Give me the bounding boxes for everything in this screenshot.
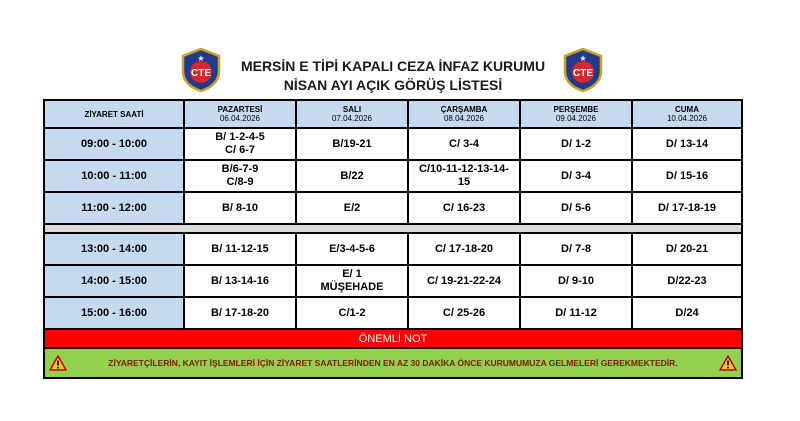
- schedule-cell: E/3-4-5-6: [296, 233, 408, 265]
- day-name: ÇARŞAMBA: [440, 105, 488, 114]
- svg-text:★: ★: [197, 54, 205, 63]
- day-header-monday: [184, 100, 296, 128]
- day-header-thursday: [520, 100, 632, 128]
- important-note-row: [44, 329, 742, 348]
- svg-text:CTE: CTE: [191, 68, 211, 79]
- warning-row: [44, 348, 742, 378]
- time-slot: 10:00 - 11:00: [44, 160, 184, 192]
- time-slot: 11:00 - 12:00: [44, 192, 184, 224]
- schedule-cell: B/ 13-14-16: [184, 265, 296, 297]
- warning-triangle-icon: [49, 355, 67, 371]
- day-date: 08.04.2026: [443, 114, 485, 123]
- day-name: PAZARTESİ: [217, 105, 263, 114]
- svg-text:★: ★: [579, 54, 587, 63]
- table-row: [44, 192, 742, 224]
- schedule-cell: D/ 1-2: [520, 128, 632, 160]
- schedule-cell: D/ 7-8: [520, 233, 632, 265]
- schedule-cell: D/22-23: [632, 265, 742, 297]
- cte-emblem-logo-left: [178, 47, 224, 93]
- schedule-cell: B/ 8-10: [184, 192, 296, 224]
- schedule-cell: C/ 19-21-22-24: [408, 265, 520, 297]
- day-date: 09.04.2026: [555, 114, 597, 123]
- institution-title: MERSİN E TİPİ KAPALI CEZA İNFAZ KURUMU: [240, 58, 546, 74]
- time-slot: 09:00 - 10:00: [44, 128, 184, 160]
- day-date: 07.04.2026: [331, 114, 373, 123]
- schedule-cell: C/ 25-26: [408, 297, 520, 329]
- schedule-cell: B/6-7-9 C/8-9: [184, 160, 296, 192]
- table-row: [44, 297, 742, 329]
- schedule-cell: B/19-21: [296, 128, 408, 160]
- day-date: 06.04.2026: [219, 114, 261, 123]
- schedule-cell: D/ 5-6: [520, 192, 632, 224]
- schedule-cell: D/ 9-10: [520, 265, 632, 297]
- table-row: [44, 233, 742, 265]
- important-note-title: ÖNEMLİ NOT: [44, 329, 742, 348]
- table-row: [44, 128, 742, 160]
- schedule-cell: D/ 20-21: [632, 233, 742, 265]
- day-header-wednesday: [408, 100, 520, 128]
- table-row: [44, 160, 742, 192]
- lunch-break-separator: [44, 224, 742, 233]
- visit-schedule-table: [43, 99, 743, 379]
- schedule-cell: C/ 17-18-20: [408, 233, 520, 265]
- schedule-cell: C/10-11-12-13-14- 15: [408, 160, 520, 192]
- schedule-cell: B/ 1-2-4-5 C/ 6-7: [184, 128, 296, 160]
- time-column-header: ZİYARET SAATİ: [44, 100, 184, 128]
- svg-text:CTE: CTE: [573, 68, 593, 79]
- schedule-cell: D/ 11-12: [520, 297, 632, 329]
- table-row: [44, 265, 742, 297]
- day-name: SALI: [342, 105, 362, 114]
- schedule-cell: C/1-2: [296, 297, 408, 329]
- schedule-cell: E/2: [296, 192, 408, 224]
- day-header-tuesday: [296, 100, 408, 128]
- day-date: 10.04.2026: [666, 114, 708, 123]
- day-name: CUMA: [675, 105, 699, 114]
- schedule-cell: D/ 15-16: [632, 160, 742, 192]
- separator-cell: [44, 224, 742, 233]
- schedule-cell: D/ 17-18-19: [632, 192, 742, 224]
- schedule-cell: E/ 1 MÜŞEHADE: [296, 265, 408, 297]
- schedule-cell: B/22: [296, 160, 408, 192]
- warning-text: ZİYARETÇİLERİN, KAYIT İŞLEMLERİ İÇİN ZİYARET SAATLERİNDEN EN AZ 30 DAKİKA ÖNCE KURUMUMUZA GELMELERİ GEREKMEKTEDİR.: [108, 358, 678, 368]
- schedule-cell: C/ 16-23: [408, 192, 520, 224]
- schedule-cell: C/ 3-4: [408, 128, 520, 160]
- schedule-cell: D/ 13-14: [632, 128, 742, 160]
- warning-triangle-icon: [719, 355, 737, 371]
- day-header-friday: [632, 100, 742, 128]
- schedule-cell: D/ 3-4: [520, 160, 632, 192]
- time-slot: 14:00 - 15:00: [44, 265, 184, 297]
- schedule-cell: B/ 17-18-20: [184, 297, 296, 329]
- warning-cell: [44, 348, 742, 378]
- schedule-cell: B/ 11-12-15: [184, 233, 296, 265]
- day-name: PERŞEMBE: [553, 105, 599, 114]
- schedule-cell: D/24: [632, 297, 742, 329]
- time-slot: 13:00 - 14:00: [44, 233, 184, 265]
- time-slot: 15:00 - 16:00: [44, 297, 184, 329]
- cte-emblem-logo-right: [560, 47, 606, 93]
- list-title: NİSAN AYI AÇIK GÖRÜŞ LİSTESİ: [283, 77, 503, 93]
